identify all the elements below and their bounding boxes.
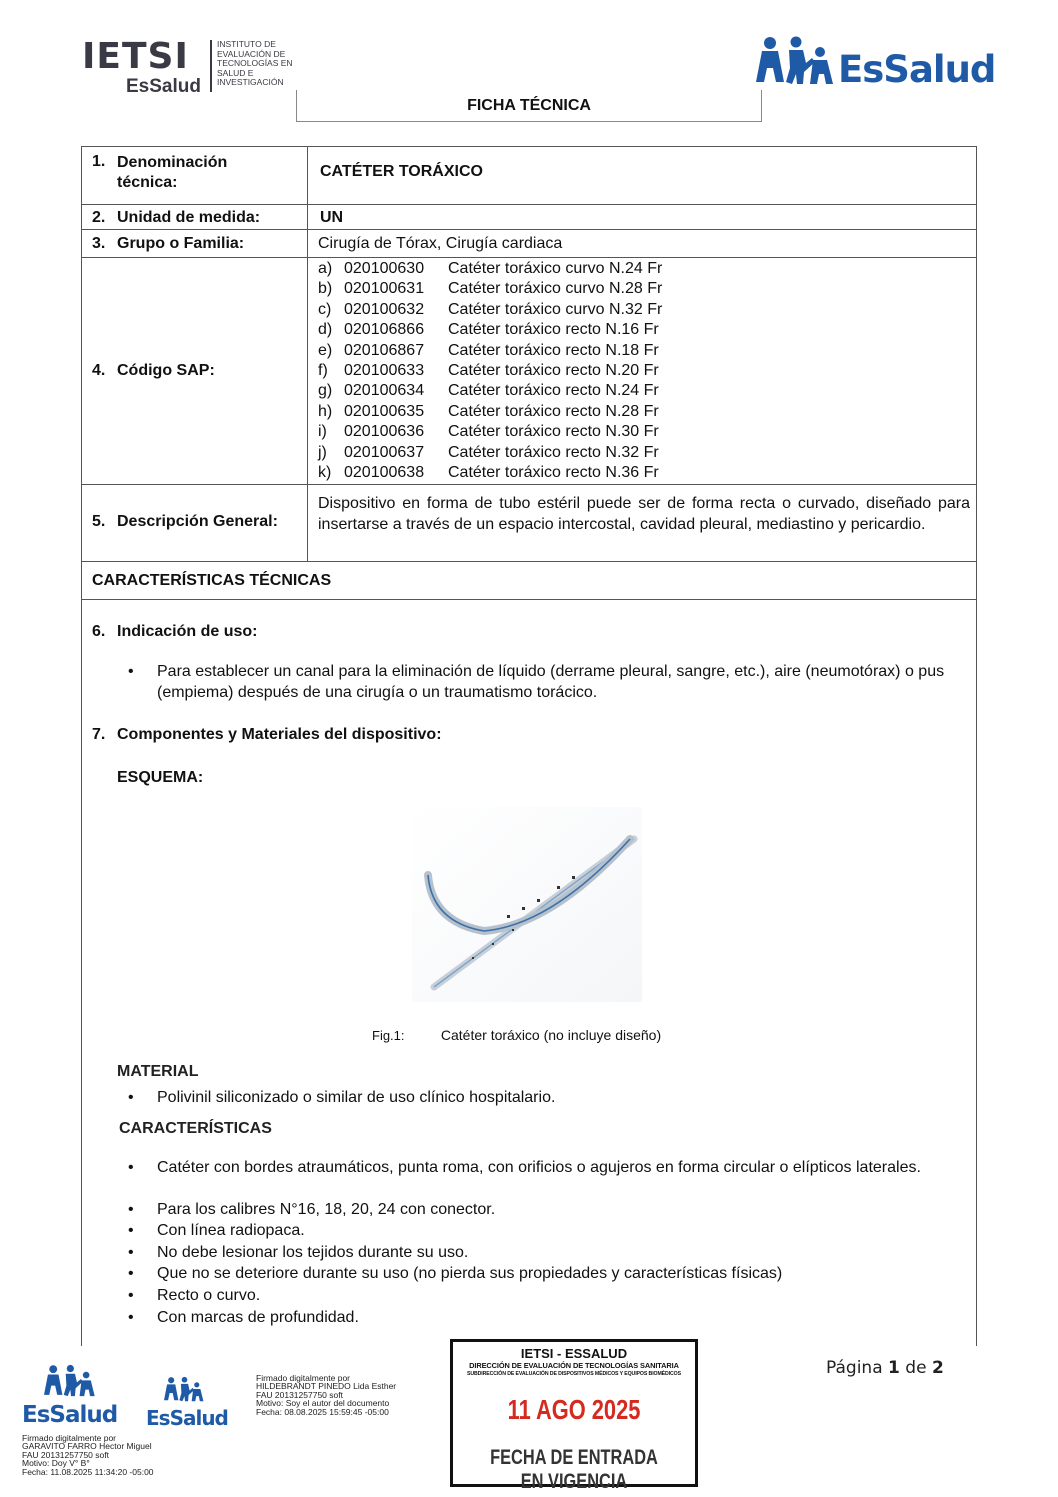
sap-list bbox=[308, 258, 976, 484]
signature-line: HILDEBRANDT PINEDO Lida Esther bbox=[256, 1381, 397, 1392]
value-cell bbox=[308, 230, 976, 257]
family-figures-icon bbox=[164, 1376, 206, 1406]
family-figures-icon bbox=[756, 36, 838, 92]
signature-line: Fecha: 08.08.2025 15:59:45 -05:00 bbox=[256, 1406, 389, 1417]
page-current: 1 bbox=[888, 1358, 900, 1378]
signature-line: Firmado digitalmente por bbox=[22, 1433, 117, 1443]
ietsi-logo-subtext: EsSalud bbox=[126, 76, 201, 97]
label-cell bbox=[82, 205, 308, 229]
essalud-logo bbox=[756, 36, 996, 96]
sap-item bbox=[318, 301, 662, 319]
ietsi-logo-text: IETSI bbox=[82, 36, 189, 77]
sap-code: 020100636 bbox=[344, 423, 425, 441]
sap-item bbox=[318, 423, 659, 441]
sap-letter: h) bbox=[318, 402, 333, 420]
catheter-figure bbox=[412, 807, 642, 1002]
bullet-icon: • bbox=[128, 663, 134, 680]
signature-line: Firmado digitalmente por bbox=[256, 1373, 351, 1383]
value-cell bbox=[308, 205, 976, 229]
sap-code: 020106866 bbox=[344, 321, 425, 339]
bullet-icon: • bbox=[128, 1287, 134, 1304]
bullet-text: No debe lesionar los tejidos durante su uso. bbox=[157, 1244, 469, 1261]
bullet-text: Con línea radiopaca. bbox=[157, 1222, 305, 1239]
section-heading: CARACTERÍSTICAS TÉCNICAS bbox=[92, 572, 332, 589]
footer-logo-wordmark: EsSalud bbox=[146, 1406, 228, 1430]
denominacion-value: CATÉTER TORÁXICO bbox=[320, 163, 483, 180]
sap-desc: Catéter toráxico recto N.28 Fr bbox=[448, 402, 659, 420]
sap-desc: Catéter toráxico recto N.36 Fr bbox=[448, 464, 659, 481]
ietsi-institute-name: INSTITUTO DE EVALUACIÓN DE TECNOLOGÍAS EN SALUD E INVESTIGACIÓN bbox=[217, 39, 293, 87]
sap-code: 020100633 bbox=[344, 362, 425, 379]
sap-desc: Catéter toráxico recto N.20 Fr bbox=[448, 362, 659, 379]
sap-desc: Catéter toráxico recto N.16 Fr bbox=[448, 321, 659, 339]
label-cell bbox=[82, 485, 308, 561]
footer-essalud-logo-2 bbox=[146, 1376, 226, 1432]
sap-item bbox=[318, 444, 659, 462]
validity-stamp bbox=[450, 1339, 698, 1493]
sap-code: 020100638 bbox=[344, 464, 425, 481]
page-total: 2 bbox=[931, 1358, 944, 1378]
figure-caption bbox=[372, 1027, 661, 1043]
page-number bbox=[826, 1358, 944, 1378]
ietsi-logo bbox=[80, 36, 310, 96]
field-label: Descripción General: bbox=[117, 513, 278, 530]
sap-letter: b) bbox=[318, 280, 333, 298]
sap-item bbox=[318, 464, 659, 482]
bullet-icon: • bbox=[128, 1089, 134, 1106]
sap-letter: a) bbox=[318, 260, 333, 277]
caracteristicas-heading: CARACTERÍSTICAS bbox=[119, 1120, 272, 1137]
signature-line: FAU 20131257750 soft bbox=[256, 1389, 343, 1400]
bullet-text: Con marcas de profundidad. bbox=[157, 1309, 359, 1326]
row-caracteristicas-heading bbox=[82, 562, 976, 600]
bullet-text: Recto o curvo. bbox=[157, 1287, 261, 1304]
value-cell bbox=[308, 147, 976, 204]
row-codigo-sap bbox=[82, 258, 976, 485]
sap-letter: g) bbox=[318, 382, 333, 400]
stamp-subtitle-2: SUBDIRECCIÓN DE EVALUACIÓN DE DISPOSITIVOS MÉDICOS Y EQUIPOS BIOMÉDICOS bbox=[467, 1371, 681, 1377]
sap-code: 020106867 bbox=[344, 341, 425, 359]
sap-desc: Catéter toráxico recto N.18 Fr bbox=[448, 341, 659, 359]
grupo-value: Cirugía de Tórax, Cirugía cardiaca bbox=[318, 235, 563, 252]
sap-code: 020100631 bbox=[344, 280, 425, 298]
section-title: Indicación de uso: bbox=[117, 623, 258, 640]
sap-code: 020100630 bbox=[344, 260, 425, 277]
sap-desc: Catéter toráxico curvo N.24 Fr bbox=[448, 260, 663, 277]
bullet-icon: • bbox=[128, 1244, 134, 1261]
section-title: Componentes y Materiales del dispositivo: bbox=[117, 726, 442, 743]
bullet-text: Que no se deteriore durante su uso (no pierda sus propiedades y características físicas) bbox=[157, 1265, 783, 1282]
page-prefix: Página bbox=[826, 1358, 883, 1378]
footer-logo-wordmark: EsSalud bbox=[22, 1402, 118, 1428]
sap-item bbox=[318, 362, 659, 380]
section-number: 7. bbox=[92, 726, 106, 743]
sap-letter: f) bbox=[318, 362, 328, 379]
material-heading: MATERIAL bbox=[117, 1063, 199, 1080]
page-middle: de bbox=[905, 1358, 927, 1378]
bullet-icon: • bbox=[128, 1159, 134, 1176]
stamp-footer: FECHA DE ENTRADA EN VIGENCIA bbox=[490, 1446, 658, 1493]
footer-essalud-logo bbox=[22, 1362, 120, 1432]
sap-item bbox=[318, 403, 659, 421]
signature-line: FAU 20131257750 soft bbox=[22, 1449, 109, 1460]
bullet-text: Polivinil siliconizado o similar de uso clínico hospitalario. bbox=[157, 1089, 556, 1106]
value-cell bbox=[308, 485, 976, 561]
field-number: 3. bbox=[92, 235, 106, 252]
sap-desc: Catéter toráxico recto N.24 Fr bbox=[448, 382, 659, 400]
ietsi-logo-divider bbox=[210, 40, 212, 92]
bullet-text: Para los calibres N°16, 18, 20, 24 con conector. bbox=[157, 1201, 496, 1218]
essalud-wordmark: EsSalud bbox=[838, 48, 996, 91]
section-number: 6. bbox=[92, 623, 106, 640]
signature-line: Motivo: Soy el autor del documento bbox=[256, 1398, 390, 1409]
sap-item bbox=[318, 260, 662, 278]
field-label: Unidad de medida: bbox=[117, 209, 261, 226]
sap-item bbox=[318, 342, 659, 360]
esquema-label: ESQUEMA: bbox=[117, 769, 204, 786]
stamp-date: 11 AGO 2025 bbox=[507, 1394, 641, 1425]
stamp-header: IETSI - ESSALUD bbox=[520, 1346, 628, 1361]
sap-letter: k) bbox=[318, 464, 332, 481]
field-number: 4. bbox=[92, 362, 106, 379]
field-number: 1. bbox=[92, 153, 106, 170]
row-descripcion bbox=[82, 485, 976, 562]
sap-code: 020100634 bbox=[344, 382, 425, 400]
sap-desc: Catéter toráxico recto N.30 Fr bbox=[448, 423, 659, 441]
signature-line: Motivo: Doy V° B° bbox=[22, 1458, 90, 1469]
figure-label: Fig.1: bbox=[372, 1028, 405, 1043]
row-denominacion bbox=[82, 147, 976, 205]
field-label: Denominación técnica: bbox=[117, 154, 228, 191]
family-figures-icon bbox=[44, 1364, 98, 1402]
sap-item bbox=[318, 382, 659, 400]
signature-line: GARAVITO FARRO Hector Miguel bbox=[22, 1441, 152, 1452]
sap-item bbox=[318, 280, 662, 298]
bullet-text: Para establecer un canal para la eliminación de líquido (derrame pleural, sangre, etc.), aire (neumotórax) o pus (empiema) después de una cirugía o un traumatismo torácico. bbox=[157, 663, 945, 701]
field-label: Grupo o Familia: bbox=[117, 235, 245, 252]
sap-item bbox=[318, 321, 659, 339]
bullet-icon: • bbox=[128, 1201, 134, 1218]
signature-line: Fecha: 11.08.2025 11:34:20 -05:00 bbox=[22, 1466, 154, 1477]
bullet-text: Catéter con bordes atraumáticos, punta roma, con orificios o agujeros en forma circular o elípticos laterales. bbox=[157, 1159, 921, 1176]
label-cell bbox=[82, 258, 308, 484]
digital-signature-1 bbox=[22, 1434, 154, 1476]
sap-code: 020100635 bbox=[344, 402, 425, 420]
sap-letter: e) bbox=[318, 341, 333, 359]
sap-letter: d) bbox=[318, 321, 333, 339]
bullet-icon: • bbox=[128, 1222, 134, 1239]
unidad-value: UN bbox=[320, 209, 344, 226]
sap-desc: Catéter toráxico recto N.32 Fr bbox=[448, 443, 659, 461]
field-label: Código SAP: bbox=[117, 362, 215, 379]
stamp-subtitle: DIRECCIÓN DE EVALUACIÓN DE TECNOLOGÍAS SANITARIA bbox=[469, 1361, 679, 1370]
sap-code: 020100637 bbox=[344, 443, 425, 461]
sap-desc: Catéter toráxico curvo N.32 Fr bbox=[448, 300, 663, 318]
field-number: 2. bbox=[92, 209, 106, 226]
sap-letter: i) bbox=[318, 423, 327, 441]
sap-letter: j) bbox=[318, 443, 327, 461]
document-title: FICHA TÉCNICA bbox=[296, 90, 762, 122]
field-number: 5. bbox=[92, 513, 106, 530]
figure-caption-text: Catéter toráxico (no incluye diseño) bbox=[440, 1027, 662, 1043]
row-unidad bbox=[82, 205, 976, 230]
sap-letter: c) bbox=[318, 300, 332, 318]
digital-signature-2 bbox=[256, 1374, 396, 1416]
bullet-icon: • bbox=[128, 1265, 134, 1282]
sap-code: 020100632 bbox=[344, 300, 425, 318]
descripcion-value: Dispositivo en forma de tubo estéril puede ser de forma recta o curvado, diseñado para insertarse a través de un espacio intercostal, cavidad pleural, mediastino y pericardio. bbox=[318, 495, 970, 533]
technical-sheet bbox=[81, 146, 977, 1346]
label-cell bbox=[82, 147, 308, 204]
label-cell bbox=[82, 230, 308, 257]
bullet-icon: • bbox=[128, 1309, 134, 1326]
row-grupo bbox=[82, 230, 976, 258]
sap-desc: Catéter toráxico curvo N.28 Fr bbox=[448, 280, 663, 298]
